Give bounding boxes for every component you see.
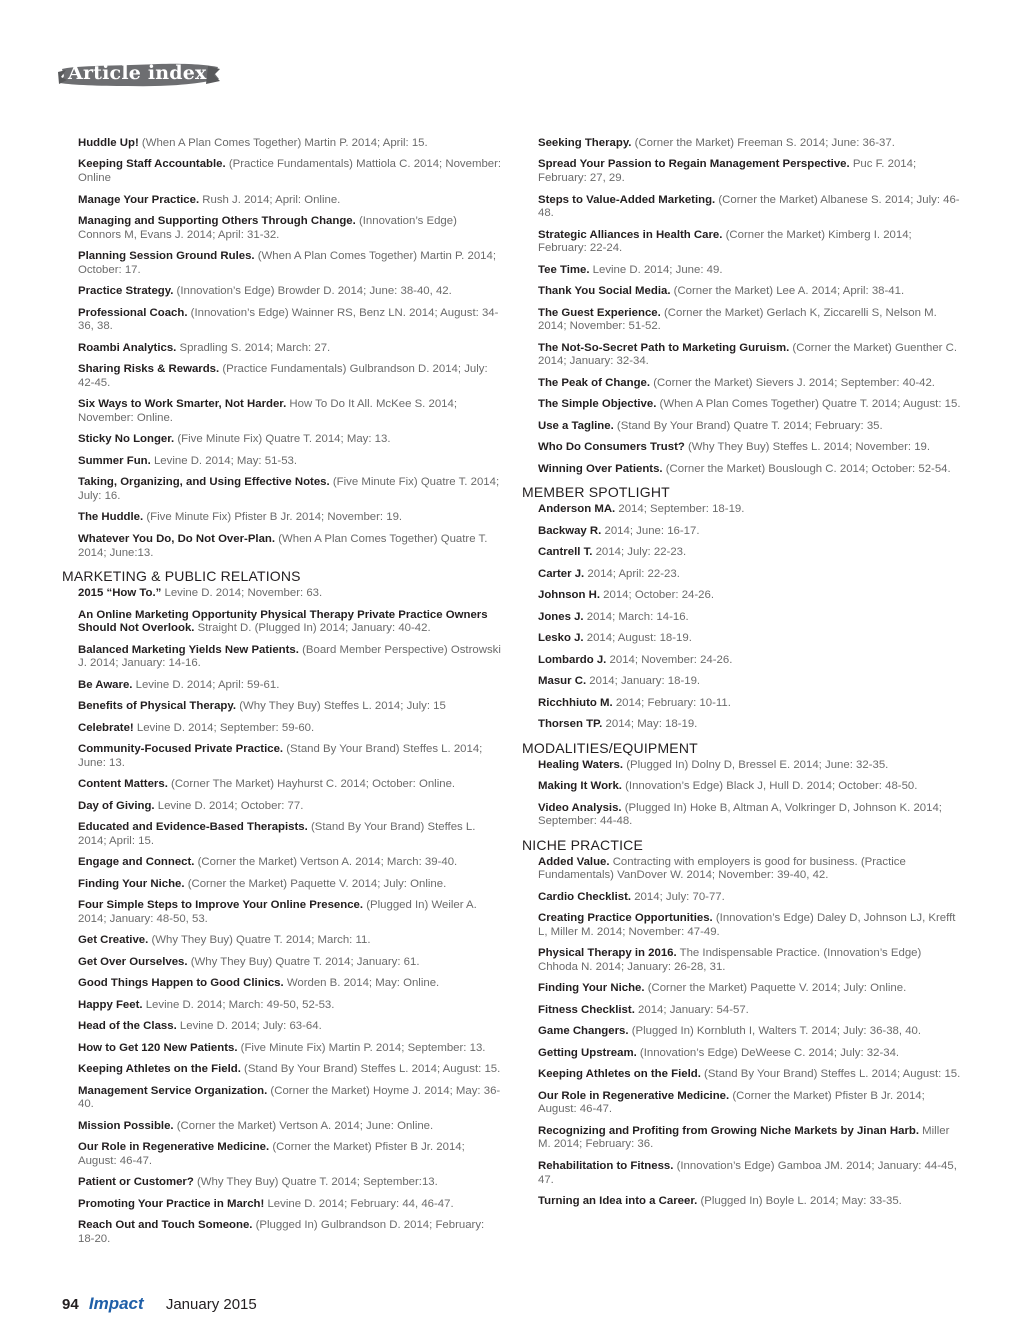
entry-title: Huddle Up! <box>78 137 139 149</box>
index-entry <box>522 718 962 732</box>
entry-title: How to Get 120 New Patients. <box>78 1041 238 1054</box>
entry-reference: (Innovation’s Edge) DeWeese C. 2014; July: 32-34. <box>636 1046 900 1059</box>
index-entry <box>522 137 962 151</box>
index-entry <box>62 137 502 151</box>
entry-reference: Worden B. 2014; May: Online. <box>283 977 440 990</box>
index-entry <box>62 1198 502 1212</box>
entry-reference: (When A Plan Comes Together) Quatre T. 2014; June:13. <box>78 532 488 559</box>
index-entry <box>62 679 502 693</box>
entry-title: Healing Waters. <box>538 758 624 771</box>
entry-title: Spread Your Passion to Regain Management Perspective. <box>538 158 850 171</box>
index-entry <box>522 780 962 794</box>
entry-title: Cardio Checklist. <box>538 890 632 903</box>
index-entry <box>62 455 502 469</box>
entry-title: Head of the Class. <box>78 1020 177 1033</box>
entry-reference: 2014; September: 18-19. <box>615 503 745 516</box>
entry-title: Tee Time. <box>538 263 590 276</box>
index-entry <box>62 194 502 208</box>
index-entry <box>522 912 962 939</box>
entry-reference: (Five Minute Fix) Quatre T. 2014; July: 16. <box>78 476 500 502</box>
index-entry <box>522 285 962 299</box>
entry-reference: Levine D. 2014; February: 44, 46-47. <box>264 1197 454 1210</box>
entry-title: Patient or Customer? <box>78 1176 194 1189</box>
entry-reference: (Corner the Market) Albanese S. 2014; July: 46-48. <box>538 193 960 220</box>
entry-title: Winning Over Patients. <box>538 462 663 475</box>
entry-title: Roambi Analytics. <box>78 341 177 354</box>
index-entry <box>522 759 962 773</box>
index-entry <box>522 342 962 369</box>
index-entry <box>62 398 502 425</box>
index-entry <box>62 722 502 736</box>
entry-title: Educated and Evidence-Based Therapists. <box>78 821 308 834</box>
entry-title: The Simple Objective. <box>538 398 657 411</box>
entry-title: Manage Your Practice. <box>78 193 200 206</box>
entry-title: The Guest Experience. <box>538 306 661 319</box>
magazine-logo: Impact <box>88 1294 144 1313</box>
entry-reference: (Corner the Market) Pfister B Jr. 2014; August: 46-47. <box>538 1089 925 1116</box>
index-entry <box>522 611 962 625</box>
index-entry <box>62 821 502 848</box>
entry-title: Celebrate! <box>78 721 134 734</box>
index-entry <box>522 503 962 517</box>
entry-title: Sharing Risks & Rewards. <box>78 363 220 376</box>
index-entry <box>62 476 502 503</box>
entry-title: Creating Practice Opportunities. <box>538 912 713 925</box>
entry-title: Reach Out and Touch Someone. <box>78 1219 253 1232</box>
entry-title: Cantrell T. <box>538 546 593 559</box>
entry-reference: (Innovation’s Edge) Black J, Hull D. 2014; October: 48-50. <box>621 780 918 793</box>
entry-reference: (Corner the Market) Vertson A. 2014; June: Online. <box>173 1119 434 1132</box>
entry-reference: (Plugged In) Weiler A. 2014; January: 48-50, 53. <box>78 899 477 925</box>
entry-reference: Levine D. 2014; November: 63. <box>161 587 323 600</box>
index-entry <box>62 999 502 1013</box>
entry-title: Anderson MA. <box>538 503 616 516</box>
entry-reference: 2014; March: 14-16. <box>583 610 689 623</box>
index-entry <box>62 250 502 277</box>
index-entry <box>62 511 502 525</box>
index-entry <box>522 802 962 829</box>
entry-title: Taking, Organizing, and Using Effective Notes. <box>78 476 330 489</box>
index-entry <box>522 1090 962 1117</box>
index-entry <box>522 1160 962 1187</box>
entry-title: Seeking Therapy. <box>538 137 632 149</box>
index-entry <box>62 856 502 870</box>
entry-reference: (Corner the Market) Gerlach K, Ziccarelli S, Nelson M. 2014; November: 51-52. <box>538 306 937 333</box>
index-entry <box>522 632 962 646</box>
index-entry <box>62 1219 502 1246</box>
index-entry <box>522 441 962 455</box>
entry-reference: (Five Minute Fix) Martin P. 2014; September: 13. <box>237 1041 486 1054</box>
index-entry <box>522 675 962 689</box>
entry-reference: (Corner the Market) Paquette V. 2014; July: Online. <box>184 877 447 890</box>
section-heading: MARKETING & PUBLIC RELATIONS <box>62 568 301 585</box>
index-entry <box>62 1085 502 1112</box>
index-entry <box>62 956 502 970</box>
entry-reference: Contracting with employers is good for business. (Practice Fundamentals) VanDover W. 2014; November: 39-40, 42. <box>538 855 906 882</box>
index-entry <box>62 934 502 948</box>
entry-reference: (Corner the Market) Bouslough C. 2014; October: 52-54. <box>662 462 951 475</box>
entry-reference: Levine D. 2014; June: 49. <box>589 263 723 276</box>
index-entry <box>522 947 962 974</box>
index-entry <box>522 1004 962 1018</box>
entry-reference: Levine D. 2014; March: 49-50, 52-53. <box>142 998 335 1011</box>
entry-reference: (Corner the Market) Kimberg I. 2014; February: 22-24. <box>538 228 912 255</box>
entry-reference: Straight D. (Plugged In) 2014; January: 40-42. <box>194 622 431 635</box>
entry-title: Lombardo J. <box>538 653 607 666</box>
banner-title: Article index <box>68 62 207 84</box>
entry-title: Recognizing and Profiting from Growing Niche Markets by Jinan Harb. <box>538 1124 919 1137</box>
index-entry <box>62 977 502 991</box>
index-entry <box>522 1047 962 1061</box>
entry-reference: Levine D. 2014; September: 59-60. <box>133 721 315 734</box>
entry-title: Keeping Athletes on the Field. <box>78 1063 241 1076</box>
entry-reference: 2014; August: 18-19. <box>583 632 692 645</box>
index-entry <box>522 1195 962 1209</box>
section-heading: MEMBER SPOTLIGHT <box>522 484 670 501</box>
entry-reference: (Innovation’s Edge) Wainner RS, Benz LN. 2014; August: 34-36, 38. <box>78 306 499 333</box>
index-entry <box>62 899 502 926</box>
entry-title: Getting Upstream. <box>538 1046 637 1059</box>
index-entry <box>522 589 962 603</box>
index-entry <box>522 568 962 582</box>
index-entry <box>522 546 962 560</box>
index-entry <box>62 342 502 356</box>
entry-title: Thorsen TP. <box>538 718 603 731</box>
entry-reference: (Innovation’s Edge) Connors M, Evans J. 2014; April: 31-32. <box>78 215 457 241</box>
index-entry <box>62 158 502 185</box>
index-entry <box>62 1141 502 1168</box>
entry-title: Good Things Happen to Good Clinics. <box>78 977 284 990</box>
index-entry <box>522 525 962 539</box>
index-entry <box>62 433 502 447</box>
index-entry <box>522 697 962 711</box>
entry-title: Promoting Your Practice in March! <box>78 1197 265 1210</box>
entry-reference: (Plugged In) Hoke B, Altman A, Volkringer D, Johnson K. 2014; September: 44-48. <box>538 801 942 828</box>
entry-title: The Huddle. <box>78 511 144 524</box>
entry-title: Get Creative. <box>78 934 149 947</box>
entry-title: Content Matters. <box>78 778 168 791</box>
entry-reference: 2014; May: 18-19. <box>602 718 698 731</box>
entry-title: Strategic Alliances in Health Care. <box>538 228 723 241</box>
entry-reference: 2014; January: 54-57. <box>634 1003 749 1016</box>
entry-reference: (Innovation’s Edge) Gamboa JM. 2014; January: 44-45, 47. <box>538 1159 957 1186</box>
entry-reference: (When A Plan Comes Together) Martin P. 2014; October: 17. <box>78 250 497 276</box>
entry-title: Mission Possible. <box>78 1119 174 1132</box>
entry-reference: (Corner the Market) Lee A. 2014; April: 38-41. <box>670 285 905 298</box>
index-entry <box>522 1068 962 1082</box>
entry-title: Our Role in Regenerative Medicine. <box>538 1089 730 1102</box>
entry-title: Carter J. <box>538 567 585 580</box>
entry-reference: (Corner the Market) Paquette V. 2014; July: Online. <box>644 982 907 995</box>
entry-reference: (Plugged In) Boyle L. 2014; May: 33-35. <box>697 1195 902 1208</box>
entry-reference: (Board Member Perspective) Ostrowski J. 2014; January: 14-16. <box>78 643 501 670</box>
entry-reference: (Corner The Market) Hayhurst C. 2014; October: Online. <box>167 778 456 791</box>
entry-title: Who Do Consumers Trust? <box>538 441 685 454</box>
index-entry <box>522 1025 962 1039</box>
index-entry <box>522 891 962 905</box>
entry-reference: (Practice Fundamentals) Mattiola C. 2014; November: Online <box>78 158 502 185</box>
entry-reference: (Plugged In) Dolny D, Bressel E. 2014; June: 32-35. <box>623 758 889 771</box>
entry-reference: (Corner the Market) Hoyme J. 2014; May: 36-40. <box>78 1084 501 1111</box>
entry-title: Be Aware. <box>78 678 133 691</box>
entry-reference: (Practice Fundamentals) Gulbrandson D. 2014; July: 42-45. <box>78 363 488 389</box>
left-column <box>62 137 502 1254</box>
entry-title: Johnson H. <box>538 589 601 602</box>
entry-reference: (Stand By Your Brand) Steffes L. 2014; August: 15. <box>240 1063 501 1076</box>
entry-reference: The Indispensable Practice. (Innovation’s Edge) Chhoda N. 2014; January: 26-28, 31. <box>538 947 922 973</box>
entry-reference: (Why They Buy) Steffes L. 2014; July: 15 <box>236 700 446 713</box>
index-entry <box>522 420 962 434</box>
entry-title: Use a Tagline. <box>538 419 614 432</box>
entry-reference: (Innovation’s Edge) Browder D. 2014; June: 38-40, 42. <box>173 285 452 298</box>
index-entry <box>62 533 502 560</box>
entry-reference: 2014; October: 24-26. <box>600 589 714 602</box>
section-heading: NICHE PRACTICE <box>522 836 644 853</box>
entry-reference: (Plugged In) Gulbrandson D. 2014; February: 18-20. <box>78 1219 485 1245</box>
entry-title: Turning an Idea into a Career. <box>538 1195 698 1208</box>
entry-reference: (Plugged In) Kornbluth I, Walters T. 2014; July: 36-38, 40. <box>628 1025 922 1038</box>
entry-reference: 2014; July: 70-77. <box>631 890 725 903</box>
entry-title: Balanced Marketing Yields New Patients. <box>78 643 299 656</box>
entry-title: 2015 “How To.” <box>78 587 162 600</box>
entry-title: Rehabilitation to Fitness. <box>538 1159 674 1172</box>
entry-reference: Levine D. 2014; May: 51-53. <box>150 454 298 467</box>
entry-title: Finding Your Niche. <box>78 877 185 890</box>
entry-reference: Levine D. 2014; July: 63-64. <box>176 1020 322 1033</box>
entry-title: Summer Fun. <box>78 454 151 467</box>
entry-title: Lesko J. <box>538 632 584 645</box>
index-entry <box>62 644 502 671</box>
index-entry <box>522 377 962 391</box>
entry-title: Six Ways to Work Smarter, Not Harder. <box>78 398 287 411</box>
entry-title: Added Value. <box>538 855 610 868</box>
entry-title: Jones J. <box>538 610 584 623</box>
index-entry <box>522 856 962 883</box>
index-entry <box>62 800 502 814</box>
entry-reference: (Corner the Market) Guenther C. 2014; January: 32-34. <box>538 341 958 368</box>
entry-title: Community-Focused Private Practice. <box>78 743 284 756</box>
index-entry <box>62 778 502 792</box>
entry-title: The Not-So-Secret Path to Marketing Guruism. <box>538 341 790 354</box>
entry-title: Happy Feet. <box>78 998 143 1011</box>
entry-reference: (Why They Buy) Quatre T. 2014; January: 61. <box>187 955 420 968</box>
entry-reference: (Why They Buy) Quatre T. 2014; March: 11. <box>148 934 371 947</box>
right-column <box>522 137 962 1217</box>
index-entry <box>62 1120 502 1134</box>
entry-title: Sticky No Longer. <box>78 433 175 446</box>
entry-title: Keeping Staff Accountable. <box>78 158 226 171</box>
index-entry <box>522 398 962 412</box>
entry-reference: (Stand By Your Brand) Quatre T. 2014; February: 35. <box>613 419 883 432</box>
index-entry <box>522 264 962 278</box>
entry-reference: (When A Plan Comes Together) Quatre T. 2014; August: 15. <box>656 398 961 411</box>
page-footer <box>62 1294 257 1314</box>
index-entry <box>62 743 502 770</box>
issue-date: January 2015 <box>165 1296 257 1313</box>
entry-title: Steps to Value-Added Marketing. <box>538 193 716 206</box>
entry-title: Management Service Organization. <box>78 1084 268 1097</box>
entry-title: Making It Work. <box>538 780 622 793</box>
entry-reference: (Innovation’s Edge) Daley D, Johnson LJ, Krefft L, Miller M. 2014; November: 47-49. <box>538 912 956 938</box>
entry-title: Physical Therapy in 2016. <box>538 947 677 960</box>
index-entry <box>62 700 502 714</box>
entry-title: Backway R. <box>538 524 602 537</box>
entry-reference: Levine D. 2014; April: 59-61. <box>132 678 280 691</box>
entry-title: Our Role in Regenerative Medicine. <box>78 1141 270 1154</box>
page-number: 94 <box>62 1296 79 1313</box>
entry-reference: How To Do It All. McKee S. 2014; November: Online. <box>78 398 457 424</box>
entry-reference: Puc F. 2014; February: 27, 29. <box>538 158 917 185</box>
entry-reference: (Corner the Market) Freeman S. 2014; June: 36-37. <box>631 137 895 149</box>
index-entry <box>62 1042 502 1056</box>
entry-reference: (Corner the Market) Sievers J. 2014; September: 40-42. <box>650 376 935 389</box>
entry-title: Benefits of Physical Therapy. <box>78 700 237 713</box>
entry-title: Engage and Connect. <box>78 856 195 869</box>
index-entry <box>522 307 962 334</box>
entry-reference: Miller M. 2014; February: 36. <box>538 1124 950 1151</box>
entry-title: The Peak of Change. <box>538 376 651 389</box>
entry-title: Day of Giving. <box>78 799 155 812</box>
entry-title: Practice Strategy. <box>78 285 174 298</box>
index-entry <box>62 307 502 334</box>
article-index-banner <box>58 60 220 90</box>
section-heading: MODALITIES/EQUIPMENT <box>522 739 698 756</box>
entry-title: Ricchhiuto M. <box>538 696 613 709</box>
entry-title: Game Changers. <box>538 1025 629 1038</box>
entry-reference: Rush J. 2014; April: Online. <box>199 193 341 206</box>
index-entry <box>522 158 962 185</box>
entry-reference: 2014; February: 10-11. <box>612 696 731 709</box>
entry-reference: (Stand By Your Brand) Steffes L. 2014; April: 15. <box>78 821 476 847</box>
entry-reference: (Five Minute Fix) Pfister B Jr. 2014; November: 19. <box>143 511 403 524</box>
index-entry <box>62 587 502 601</box>
entry-reference: (Stand By Your Brand) Steffes L. 2014; June: 13. <box>78 743 483 769</box>
entry-title: Keeping Athletes on the Field. <box>538 1068 701 1081</box>
entry-title: An Online Marketing Opportunity Physical Therapy Private Practice Owners Should Not Overlook. <box>78 608 488 635</box>
index-entry <box>522 654 962 668</box>
entry-title: Four Simple Steps to Improve Your Online Presence. <box>78 899 364 912</box>
index-entry <box>522 194 962 221</box>
entry-reference: (Why They Buy) Quatre T. 2014; September:13. <box>193 1176 438 1189</box>
index-entry <box>62 285 502 299</box>
entry-reference: 2014; April: 22-23. <box>584 567 680 580</box>
entry-reference: (Five Minute Fix) Quatre T. 2014; May: 13. <box>174 433 391 446</box>
entry-reference: (Corner the Market) Pfister B Jr. 2014; August: 46-47. <box>78 1141 465 1167</box>
index-entry <box>62 1176 502 1190</box>
entry-reference: 2014; June: 16-17. <box>601 524 700 537</box>
entry-title: Masur C. <box>538 675 587 688</box>
index-entry <box>522 229 962 256</box>
index-entry <box>522 982 962 996</box>
index-entry <box>62 1020 502 1034</box>
entry-reference: 2014; July: 22-23. <box>592 546 687 559</box>
index-entry <box>522 463 962 477</box>
entry-reference: 2014; January: 18-19. <box>586 675 701 688</box>
entry-title: Managing and Supporting Others Through Change. <box>78 215 356 228</box>
entry-title: Fitness Checklist. <box>538 1003 635 1016</box>
entry-reference: Levine D. 2014; October: 77. <box>154 799 304 812</box>
entry-title: Planning Session Ground Rules. <box>78 250 255 263</box>
entry-title: Professional Coach. <box>78 306 188 319</box>
entry-reference: (Corner the Market) Vertson A. 2014; March: 39-40. <box>194 856 458 869</box>
entry-reference: (When A Plan Comes Together) Martin P. 2014; April: 15. <box>138 137 428 149</box>
entry-reference: (Stand By Your Brand) Steffes L. 2014; August: 15. <box>700 1068 961 1081</box>
entry-title: Finding Your Niche. <box>538 982 645 995</box>
index-entry <box>62 1063 502 1077</box>
index-entry <box>62 215 502 242</box>
index-entry <box>62 363 502 390</box>
entry-title: Whatever You Do, Do Not Over-Plan. <box>78 532 276 545</box>
index-entry <box>62 609 502 636</box>
entry-reference: 2014; November: 24-26. <box>606 653 733 666</box>
entry-reference: (Why They Buy) Steffes L. 2014; November: 19. <box>684 441 931 454</box>
index-entry <box>522 1125 962 1152</box>
index-entry <box>62 878 502 892</box>
entry-title: Video Analysis. <box>538 801 622 814</box>
entry-title: Thank You Social Media. <box>538 285 671 298</box>
entry-reference: Spradling S. 2014; March: 27. <box>176 341 331 354</box>
entry-title: Get Over Ourselves. <box>78 955 188 968</box>
